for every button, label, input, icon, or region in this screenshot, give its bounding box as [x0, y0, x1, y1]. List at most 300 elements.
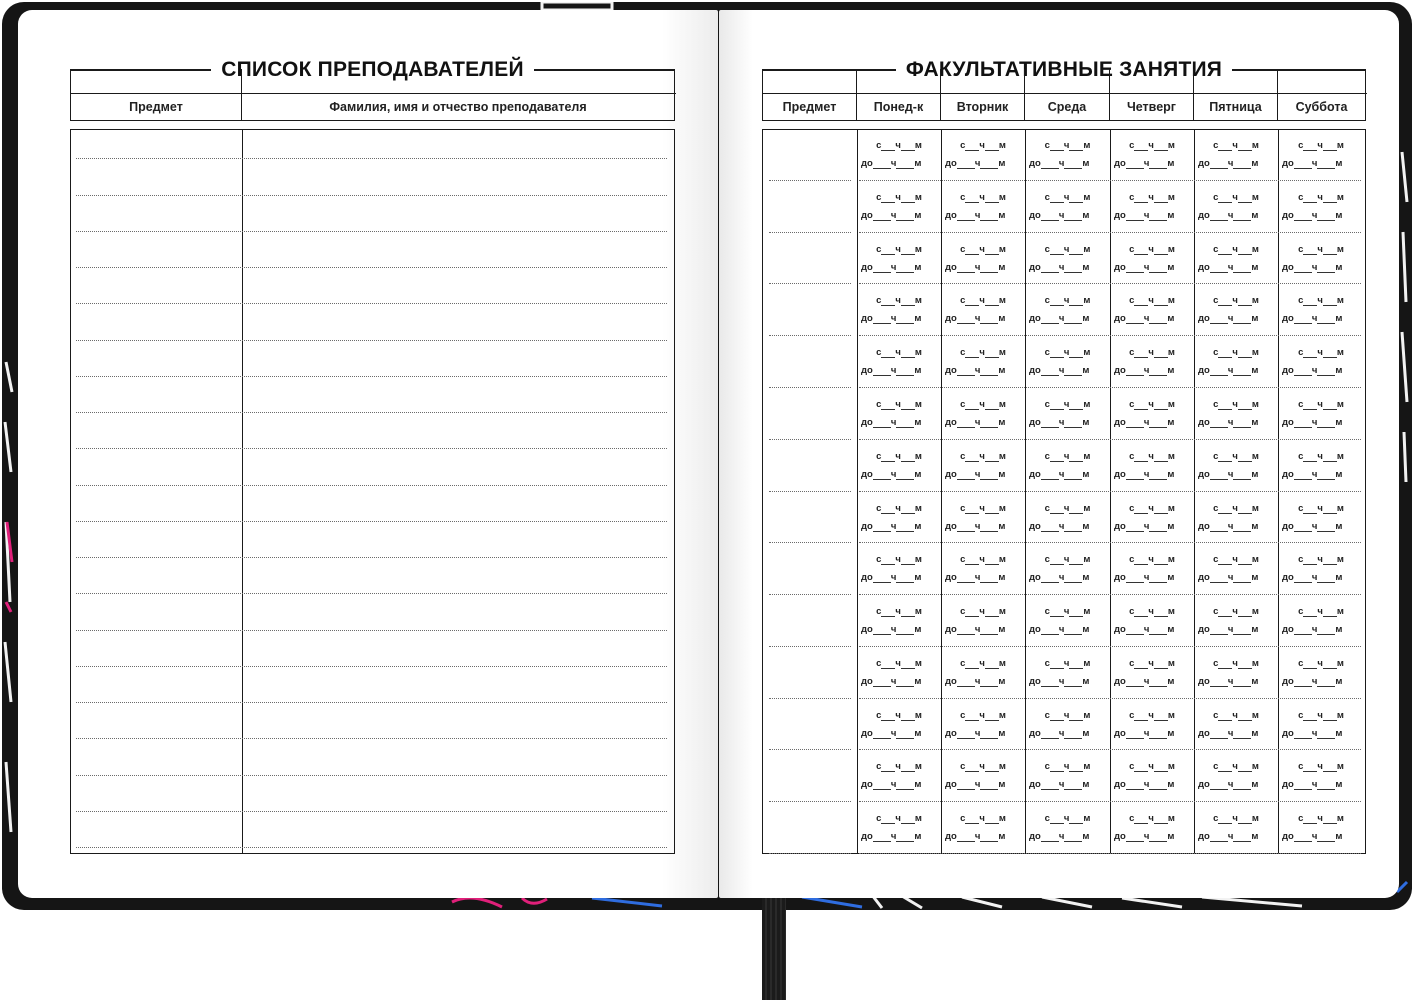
subject-writing-line: [769, 283, 851, 284]
time-slot[interactable]: [1110, 597, 1194, 635]
time-slot[interactable]: [1110, 183, 1194, 221]
time-to-line: до ч м: [1029, 675, 1090, 687]
time-to-line: до ч м: [1282, 209, 1343, 221]
time-from-line: с ч м: [1129, 709, 1175, 721]
time-slot[interactable]: [1025, 597, 1110, 635]
time-to-line: до ч м: [1198, 572, 1259, 584]
time-slot[interactable]: [1025, 804, 1110, 842]
time-from-line: с ч м: [1129, 502, 1175, 514]
time-from-line: с ч м: [876, 295, 922, 307]
time-slot[interactable]: [857, 183, 941, 221]
time-from-line: с ч м: [1298, 450, 1344, 462]
column-saturday: Суббота: [1295, 99, 1348, 114]
time-slot[interactable]: [941, 183, 1025, 221]
time-from-line: с ч м: [1129, 761, 1175, 773]
time-slot[interactable]: [857, 390, 941, 428]
time-from-line: с ч м: [960, 657, 1006, 669]
subject-writing-line: [769, 542, 851, 543]
time-to-line: до ч м: [1282, 416, 1343, 428]
time-to-line: до ч м: [861, 520, 922, 532]
time-slot[interactable]: [1194, 442, 1278, 480]
time-to-line: до ч м: [861, 468, 922, 480]
slot-row-separator: [859, 232, 1361, 233]
time-slot[interactable]: [941, 442, 1025, 480]
time-from-line: с ч м: [1298, 347, 1344, 359]
time-to-line: до ч м: [1282, 624, 1343, 636]
subject-writing-line: [769, 749, 851, 750]
time-from-line: с ч м: [1129, 191, 1175, 203]
time-to-line: до ч м: [861, 831, 922, 843]
time-slot[interactable]: [1110, 131, 1194, 169]
time-from-line: с ч м: [1298, 554, 1344, 566]
time-to-line: до ч м: [1029, 365, 1090, 377]
time-slot[interactable]: [857, 649, 941, 687]
time-from-line: с ч м: [1044, 191, 1091, 203]
time-to-line: до ч м: [1198, 468, 1259, 480]
time-from-line: с ч м: [1044, 761, 1091, 773]
time-slot[interactable]: [1194, 752, 1278, 790]
time-to-line: до ч м: [861, 572, 922, 584]
time-from-line: с ч м: [876, 347, 922, 359]
time-from-line: с ч м: [1213, 813, 1259, 825]
teacher-writing-line: [76, 557, 667, 558]
time-slot[interactable]: [1110, 286, 1194, 324]
time-slot[interactable]: [941, 235, 1025, 273]
time-to-line: до ч м: [945, 624, 1006, 636]
time-to-line: до ч м: [945, 468, 1006, 480]
time-from-line: с ч м: [876, 140, 922, 151]
time-from-line: с ч м: [1044, 554, 1091, 566]
slot-row-separator: [859, 594, 1361, 595]
time-slot[interactable]: [1194, 804, 1278, 842]
teacher-writing-line: [76, 376, 667, 377]
time-to-line: до ч м: [1114, 261, 1175, 273]
time-from-line: с ч м: [1044, 140, 1091, 151]
time-from-line: с ч м: [876, 657, 922, 669]
time-to-line: до ч м: [1029, 313, 1090, 325]
subject-writing-line: [769, 801, 851, 802]
time-slot[interactable]: [857, 804, 941, 842]
time-to-line: до ч м: [1029, 261, 1090, 273]
time-to-line: до ч м: [1114, 158, 1175, 169]
time-slot[interactable]: [1025, 183, 1110, 221]
time-slot[interactable]: [857, 442, 941, 480]
time-slot[interactable]: [1194, 183, 1278, 221]
time-slot[interactable]: [1025, 286, 1110, 324]
time-slot[interactable]: [1194, 286, 1278, 324]
time-from-line: с ч м: [960, 606, 1006, 618]
column-subject: Предмет: [71, 69, 242, 120]
teacher-writing-line: [76, 666, 667, 667]
time-slot[interactable]: [1194, 235, 1278, 273]
time-slot[interactable]: [1025, 649, 1110, 687]
teacher-writing-line: [76, 811, 667, 812]
time-slot[interactable]: [1278, 442, 1364, 480]
subject-writing-line: [769, 335, 851, 336]
time-slot[interactable]: [941, 545, 1025, 583]
slot-row-separator: [859, 180, 1361, 181]
time-slot[interactable]: [1194, 390, 1278, 428]
time-to-line: до ч м: [861, 209, 922, 221]
time-slot[interactable]: [941, 338, 1025, 376]
time-to-line: до ч м: [1198, 313, 1259, 325]
time-to-line: до ч м: [1029, 158, 1090, 169]
time-from-line: с ч м: [1044, 657, 1091, 669]
time-slot[interactable]: [1194, 494, 1278, 532]
time-to-line: до ч м: [1282, 261, 1343, 273]
time-from-line: с ч м: [960, 398, 1006, 410]
column-monday: Понед-к: [857, 69, 941, 120]
time-to-line: до ч м: [1282, 572, 1343, 584]
time-from-line: с ч м: [1044, 347, 1091, 359]
time-from-line: с ч м: [1298, 295, 1344, 307]
time-slot[interactable]: [1025, 235, 1110, 273]
time-from-line: с ч м: [960, 450, 1006, 462]
time-to-line: до ч м: [1029, 572, 1090, 584]
teacher-writing-line: [76, 485, 667, 486]
time-to-line: до ч м: [1029, 468, 1090, 480]
time-from-line: с ч м: [960, 554, 1006, 566]
time-from-line: с ч м: [960, 761, 1006, 773]
time-slot[interactable]: [857, 235, 941, 273]
teachers-column-divider: [242, 130, 243, 853]
teacher-writing-line: [76, 303, 667, 304]
column-subject: Предмет: [763, 69, 857, 120]
time-to-line: до ч м: [1198, 675, 1259, 687]
time-to-line: до ч м: [945, 520, 1006, 532]
time-from-line: с ч м: [1129, 606, 1175, 618]
column-teacher-name: Фамилия, имя и отчество преподавателя: [329, 99, 587, 114]
subject-writing-line: [769, 853, 851, 854]
time-slot[interactable]: [1278, 286, 1364, 324]
time-from-line: с ч м: [876, 502, 922, 514]
slot-row-separator: [859, 491, 1361, 492]
time-to-line: до ч м: [1198, 727, 1259, 739]
time-from-line: с ч м: [960, 709, 1006, 721]
subject-writing-line: [769, 594, 851, 595]
slot-row-separator: [859, 646, 1361, 647]
time-slot[interactable]: [941, 131, 1025, 169]
time-to-line: до ч м: [1198, 209, 1259, 221]
time-to-line: до ч м: [945, 365, 1006, 377]
time-slot[interactable]: [857, 597, 941, 635]
teachers-page-title: СПИСОК ПРЕПОДАВАТЕЛЕЙ: [221, 58, 524, 81]
time-slot[interactable]: [1110, 338, 1194, 376]
time-slot[interactable]: [941, 804, 1025, 842]
time-to-line: до ч м: [1198, 365, 1259, 377]
time-slot[interactable]: [1278, 131, 1364, 169]
slot-row-separator: [859, 801, 1361, 802]
time-slot[interactable]: [1110, 390, 1194, 428]
time-from-line: с ч м: [1129, 295, 1175, 307]
time-slot[interactable]: [1194, 701, 1278, 739]
time-slot[interactable]: [1278, 545, 1364, 583]
time-slot[interactable]: [1278, 390, 1364, 428]
time-to-line: до ч м: [1282, 675, 1343, 687]
time-to-line: до ч м: [1114, 572, 1175, 584]
time-to-line: до ч м: [1029, 209, 1090, 221]
time-to-line: до ч м: [1282, 158, 1343, 169]
subject-writing-line: [769, 387, 851, 388]
time-slot[interactable]: [1025, 545, 1110, 583]
electives-table-header: [762, 69, 1366, 121]
slot-row-separator: [859, 283, 1361, 284]
time-slot[interactable]: [1278, 235, 1364, 273]
time-from-line: с ч м: [1298, 813, 1344, 825]
time-to-line: до ч м: [1029, 416, 1090, 428]
subject-writing-line: [769, 646, 851, 647]
time-to-line: до ч м: [1114, 468, 1175, 480]
time-slot[interactable]: [857, 338, 941, 376]
time-to-line: до ч м: [945, 572, 1006, 584]
time-from-line: с ч м: [876, 813, 922, 825]
electives-page-title: ФАКУЛЬТАТИВНЫЕ ЗАНЯТИЯ: [905, 58, 1223, 81]
time-from-line: с ч м: [1298, 140, 1344, 151]
time-from-line: с ч м: [1298, 606, 1344, 618]
time-from-line: с ч м: [876, 554, 922, 566]
slot-row-separator: [859, 853, 1361, 854]
teacher-writing-line: [76, 340, 667, 341]
time-to-line: до ч м: [1198, 158, 1259, 169]
time-from-line: с ч м: [1213, 140, 1259, 151]
time-from-line: с ч м: [1213, 450, 1259, 462]
time-from-line: с ч м: [1044, 295, 1091, 307]
time-slot[interactable]: [1110, 804, 1194, 842]
time-slot[interactable]: [1278, 649, 1364, 687]
time-slot[interactable]: [941, 701, 1025, 739]
time-from-line: с ч м: [876, 606, 922, 618]
time-slot[interactable]: [1025, 338, 1110, 376]
time-from-line: с ч м: [1213, 347, 1259, 359]
time-from-line: с ч м: [1044, 502, 1091, 514]
time-to-line: до ч м: [945, 779, 1006, 791]
time-to-line: до ч м: [1282, 727, 1343, 739]
time-slot[interactable]: [1278, 494, 1364, 532]
time-from-line: с ч м: [1213, 761, 1259, 773]
time-slot[interactable]: [1025, 390, 1110, 428]
time-from-line: с ч м: [1213, 502, 1259, 514]
time-slot[interactable]: [1278, 804, 1364, 842]
column-friday: Пятница: [1194, 69, 1278, 120]
time-to-line: до ч м: [1029, 779, 1090, 791]
teacher-writing-line: [76, 158, 667, 159]
subject-writing-line: [769, 698, 851, 699]
time-from-line: с ч м: [1213, 295, 1259, 307]
time-to-line: до ч м: [1029, 520, 1090, 532]
time-to-line: до ч м: [1029, 624, 1090, 636]
slot-row-separator: [859, 439, 1361, 440]
time-slot[interactable]: [941, 597, 1025, 635]
teacher-writing-line: [76, 267, 667, 268]
time-to-line: до ч м: [1282, 520, 1343, 532]
teacher-writing-line: [76, 847, 667, 848]
time-slot[interactable]: [941, 649, 1025, 687]
time-slot[interactable]: [1025, 701, 1110, 739]
time-to-line: до ч м: [861, 727, 922, 739]
teacher-writing-line: [76, 521, 667, 522]
header-top-rule: [70, 93, 676, 94]
time-from-line: с ч м: [1213, 606, 1259, 618]
time-to-line: до ч м: [1114, 727, 1175, 739]
time-to-line: до ч м: [945, 727, 1006, 739]
bookmark-ribbon: [762, 895, 786, 1000]
time-slot[interactable]: [941, 390, 1025, 428]
time-slot[interactable]: [1110, 649, 1194, 687]
time-to-line: до ч м: [861, 779, 922, 791]
time-from-line: с ч м: [876, 191, 922, 203]
slot-row-separator: [859, 335, 1361, 336]
time-from-line: с ч м: [1298, 243, 1344, 255]
time-from-line: с ч м: [1129, 554, 1175, 566]
time-from-line: с ч м: [1044, 398, 1091, 410]
time-slot[interactable]: [941, 752, 1025, 790]
teachers-table-header: [70, 69, 675, 121]
time-slot[interactable]: [1278, 701, 1364, 739]
time-slot[interactable]: [1194, 597, 1278, 635]
time-slot[interactable]: [1278, 183, 1364, 221]
time-slot[interactable]: [1194, 338, 1278, 376]
time-to-line: до ч м: [945, 675, 1006, 687]
time-to-line: до ч м: [1198, 520, 1259, 532]
time-from-line: с ч м: [1129, 657, 1175, 669]
time-to-line: до ч м: [1282, 313, 1343, 325]
time-slot[interactable]: [1025, 131, 1110, 169]
time-slot[interactable]: [1110, 494, 1194, 532]
time-from-line: с ч м: [1213, 191, 1259, 203]
time-slot[interactable]: [1194, 131, 1278, 169]
time-slot[interactable]: [1110, 701, 1194, 739]
time-to-line: до ч м: [1282, 365, 1343, 377]
time-slot[interactable]: [1278, 597, 1364, 635]
time-from-line: с ч м: [876, 398, 922, 410]
time-slot[interactable]: [1194, 649, 1278, 687]
time-from-line: с ч м: [960, 347, 1006, 359]
time-slot[interactable]: [857, 131, 941, 169]
column-thursday: Четверг: [1110, 69, 1194, 120]
time-from-line: с ч м: [1213, 657, 1259, 669]
time-slot[interactable]: [857, 752, 941, 790]
time-from-line: с ч м: [1213, 243, 1259, 255]
time-to-line: до ч м: [1114, 313, 1175, 325]
time-from-line: с ч м: [1298, 657, 1344, 669]
time-to-line: до ч м: [861, 365, 922, 377]
time-from-line: с ч м: [1298, 191, 1344, 203]
time-to-line: до ч м: [945, 158, 1006, 169]
time-from-line: с ч м: [1044, 709, 1091, 721]
time-to-line: до ч м: [1029, 727, 1090, 739]
time-from-line: с ч м: [1129, 398, 1175, 410]
time-slot[interactable]: [1025, 442, 1110, 480]
time-slot[interactable]: [1110, 545, 1194, 583]
electives-table-body: [762, 129, 1366, 854]
time-to-line: до ч м: [945, 261, 1006, 273]
time-from-line: с ч м: [1213, 554, 1259, 566]
time-slot[interactable]: [1110, 752, 1194, 790]
time-slot[interactable]: [1110, 235, 1194, 273]
time-slot[interactable]: [1194, 545, 1278, 583]
time-slot[interactable]: [1278, 752, 1364, 790]
teacher-writing-line: [76, 775, 667, 776]
time-from-line: с ч м: [876, 709, 922, 721]
slot-row-separator: [859, 698, 1361, 699]
time-to-line: до ч м: [945, 313, 1006, 325]
teacher-writing-line: [76, 630, 667, 631]
time-from-line: с ч м: [960, 813, 1006, 825]
time-slot[interactable]: [857, 701, 941, 739]
time-from-line: с ч м: [1129, 813, 1175, 825]
time-to-line: до ч м: [861, 261, 922, 273]
time-to-line: до ч м: [1198, 624, 1259, 636]
time-to-line: до ч м: [861, 624, 922, 636]
subject-writing-line: [769, 180, 851, 181]
teachers-table-body: [70, 129, 675, 854]
time-to-line: до ч м: [1114, 365, 1175, 377]
teacher-writing-line: [76, 195, 667, 196]
time-slot[interactable]: [941, 286, 1025, 324]
time-slot[interactable]: [1278, 338, 1364, 376]
time-to-line: до ч м: [1282, 831, 1343, 843]
time-to-line: до ч м: [945, 209, 1006, 221]
time-to-line: до ч м: [861, 675, 922, 687]
time-to-line: до ч м: [1282, 468, 1343, 480]
teacher-writing-line: [76, 738, 667, 739]
time-from-line: с ч м: [1298, 398, 1344, 410]
time-from-line: с ч м: [1213, 709, 1259, 721]
time-to-line: до ч м: [1198, 779, 1259, 791]
time-slot[interactable]: [857, 286, 941, 324]
time-to-line: до ч м: [945, 416, 1006, 428]
time-slot[interactable]: [1025, 494, 1110, 532]
subject-writing-line: [769, 491, 851, 492]
time-slot[interactable]: [1110, 442, 1194, 480]
teacher-writing-line: [76, 593, 667, 594]
time-from-line: с ч м: [1298, 502, 1344, 514]
time-slot[interactable]: [1025, 752, 1110, 790]
time-from-line: с ч м: [876, 450, 922, 462]
time-from-line: с ч м: [1129, 243, 1175, 255]
time-to-line: до ч м: [861, 416, 922, 428]
time-to-line: до ч м: [861, 313, 922, 325]
time-slot[interactable]: [857, 494, 941, 532]
column-wednesday: Среда: [1025, 69, 1110, 120]
time-to-line: до ч м: [1114, 779, 1175, 791]
column-tuesday: Вторник: [941, 69, 1025, 120]
slot-row-separator: [859, 387, 1361, 388]
time-to-line: до ч м: [945, 831, 1006, 843]
header-top-rule: [762, 93, 1367, 94]
time-from-line: с ч м: [876, 243, 922, 255]
time-to-line: до ч м: [1114, 831, 1175, 843]
time-from-line: с ч м: [960, 191, 1006, 203]
time-to-line: до ч м: [1198, 261, 1259, 273]
time-to-line: до ч м: [1114, 209, 1175, 221]
time-to-line: до ч м: [1114, 520, 1175, 532]
time-from-line: с ч м: [960, 140, 1006, 151]
subject-writing-line: [769, 232, 851, 233]
time-from-line: с ч м: [1044, 243, 1091, 255]
time-slot[interactable]: [857, 545, 941, 583]
time-from-line: с ч м: [1298, 709, 1344, 721]
time-to-line: до ч м: [1029, 831, 1090, 843]
time-to-line: до ч м: [1198, 831, 1259, 843]
time-from-line: с ч м: [960, 243, 1006, 255]
time-from-line: с ч м: [1044, 813, 1091, 825]
subject-writing-line: [769, 439, 851, 440]
teacher-writing-line: [76, 448, 667, 449]
time-from-line: с ч м: [1129, 347, 1175, 359]
teacher-writing-line: [76, 702, 667, 703]
time-slot[interactable]: [941, 494, 1025, 532]
